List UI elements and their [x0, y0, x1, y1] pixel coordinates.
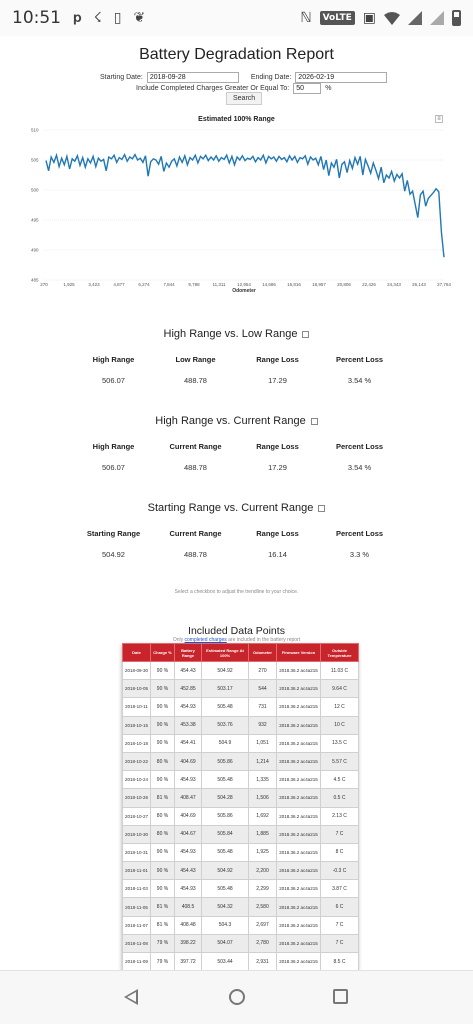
- table-cell: 2,200: [249, 862, 277, 880]
- table-cell: 8 C: [321, 843, 359, 861]
- table-cell: 270: [249, 662, 277, 680]
- table-cell: 2018.36.2 ac4a215: [277, 752, 321, 770]
- x-tick-label: 27,764: [437, 282, 451, 287]
- table-cell: 2018.36.2 ac4a215: [277, 953, 321, 971]
- table-row: [123, 953, 359, 971]
- stat-value: 17.29: [268, 463, 287, 472]
- x-tick-label: 6,274: [138, 282, 150, 287]
- table-cell: 5.57 C: [321, 752, 359, 770]
- table-cell: 81 %: [151, 898, 175, 916]
- web-page: [0, 36, 473, 970]
- table-cell: 81 %: [151, 916, 175, 934]
- table-cell: 90 %: [151, 716, 175, 734]
- table-cell: 1,214: [249, 752, 277, 770]
- notification-icons: [73, 10, 145, 26]
- table-cell: 454.41: [175, 734, 202, 752]
- start-date-input[interactable]: 2018-09-28: [147, 72, 239, 83]
- table-cell: 2018.36.2 ac4a215: [277, 825, 321, 843]
- table-cell: 12 C: [321, 698, 359, 716]
- vibrate-icon: ▣: [362, 10, 376, 26]
- range-chart: [0, 122, 473, 302]
- signal-icon: [408, 11, 422, 25]
- stat-value: 488.78: [184, 463, 207, 472]
- table-column-header: Firmware Version: [277, 644, 321, 662]
- table-cell: 2018-10-24: [123, 771, 151, 789]
- table-row: [123, 680, 359, 698]
- stat-header: Range Loss: [256, 529, 299, 538]
- table-cell: 503.17: [202, 680, 249, 698]
- stat-header: Percent Loss: [335, 529, 384, 538]
- table-cell: 408.5: [175, 898, 202, 916]
- table-cell: 1,335: [249, 771, 277, 789]
- table-cell: 1,925: [249, 843, 277, 861]
- table-cell: 2018-10-18: [123, 734, 151, 752]
- table-cell: 2018-11-08: [123, 934, 151, 952]
- y-tick-label: 500: [31, 187, 39, 193]
- stat-value: 488.78: [184, 376, 207, 385]
- table-cell: 504.07: [202, 934, 249, 952]
- table-cell: 1,885: [249, 825, 277, 843]
- table-cell: 2018-09-30: [123, 662, 151, 680]
- table-cell: 408.48: [175, 916, 202, 934]
- table-cell: 2018-11-03: [123, 880, 151, 898]
- table-cell: 1,692: [249, 807, 277, 825]
- chart-menu-icon[interactable]: ≡: [435, 115, 443, 123]
- x-tick-label: 9,788: [188, 282, 200, 287]
- table-cell: 454.43: [175, 862, 202, 880]
- table-cell: 2018.36.2 ac4a215: [277, 934, 321, 952]
- section-title: High Range vs. Low Range: [163, 328, 298, 340]
- section-high-vs-low: [0, 328, 473, 385]
- end-date-label: Ending Date:: [250, 74, 292, 81]
- table-cell: 2018-11-05: [123, 898, 151, 916]
- table-cell: 90 %: [151, 880, 175, 898]
- table-cell: 505.84: [202, 825, 249, 843]
- section-high-vs-current: [0, 415, 473, 472]
- table-cell: 2018.36.2 ac4a215: [277, 862, 321, 880]
- data-points-title: Included Data Points: [188, 625, 285, 637]
- charges-input[interactable]: 50: [293, 83, 321, 94]
- table-cell: 90 %: [151, 680, 175, 698]
- x-tick-label: 11,311: [212, 282, 226, 287]
- table-row: [123, 698, 359, 716]
- table-cell: 2018-10-15: [123, 716, 151, 734]
- table-cell: 932: [249, 716, 277, 734]
- running-icon: ☇: [93, 10, 102, 26]
- table-cell: 503.44: [202, 953, 249, 971]
- trendline-checkbox[interactable]: [302, 331, 309, 338]
- table-cell: 2018.36.2 ac4a215: [277, 734, 321, 752]
- x-tick-label: 12,954: [237, 282, 251, 287]
- table-row: [123, 916, 359, 934]
- chart-y-ticks: [31, 128, 39, 283]
- trendline-checkbox[interactable]: [318, 505, 325, 512]
- table-cell: 2,580: [249, 898, 277, 916]
- stat-value: 504.92: [102, 550, 125, 559]
- table-cell: 79 %: [151, 953, 175, 971]
- table-cell: 90 %: [151, 662, 175, 680]
- page-title: Battery Degradation Report: [139, 46, 334, 63]
- search-button[interactable]: Search: [226, 92, 262, 105]
- stat-header: Range Loss: [256, 355, 299, 364]
- stat-header: Percent Loss: [335, 355, 384, 364]
- x-tick-label: 1,925: [63, 282, 75, 287]
- table-cell: 453.38: [175, 716, 202, 734]
- x-tick-label: 22,426: [362, 282, 376, 287]
- start-date-label: Starting Date:: [100, 74, 143, 81]
- table-cell: 1,051: [249, 734, 277, 752]
- stat-header: Starting Range: [86, 529, 141, 538]
- table-row: [123, 807, 359, 825]
- table-row: [123, 771, 359, 789]
- table-cell: 3.87 C: [321, 880, 359, 898]
- table-cell: 504.3: [202, 916, 249, 934]
- stat-header: High Range: [92, 442, 135, 451]
- table-cell: 454.93: [175, 843, 202, 861]
- table-cell: 505.86: [202, 752, 249, 770]
- p-app-icon: 𝐩: [73, 10, 82, 26]
- system-icons: [300, 10, 461, 26]
- volte-badge: VoLTE: [320, 11, 355, 25]
- end-date-input[interactable]: 2026-02-19: [295, 72, 387, 83]
- table-cell: 731: [249, 698, 277, 716]
- home-icon[interactable]: [229, 989, 245, 1005]
- status-time: 10:51: [12, 8, 61, 28]
- table-row: [123, 880, 359, 898]
- table-cell: 13.5 C: [321, 734, 359, 752]
- table-cell: 90 %: [151, 698, 175, 716]
- sim-icon: ▯: [113, 10, 122, 26]
- trendline-checkbox[interactable]: [311, 418, 318, 425]
- table-cell: 10 C: [321, 716, 359, 734]
- table-cell: 404.67: [175, 825, 202, 843]
- stat-header: Current Range: [169, 529, 222, 538]
- table-row: [123, 789, 359, 807]
- table-cell: 4.5 C: [321, 771, 359, 789]
- table-cell: 2018-10-11: [123, 698, 151, 716]
- table-cell: 80 %: [151, 807, 175, 825]
- x-tick-label: 18,957: [312, 282, 326, 287]
- table-cell: 398.22: [175, 934, 202, 952]
- table-cell: 90 %: [151, 771, 175, 789]
- table-cell: 504.9: [202, 734, 249, 752]
- stat-value: 3.54 %: [347, 463, 372, 472]
- table-cell: 454.43: [175, 662, 202, 680]
- table-row: [123, 662, 359, 680]
- table-column-header: Odometer: [249, 644, 277, 662]
- charges-unit: %: [325, 85, 332, 92]
- x-tick-label: 4,877: [113, 282, 125, 287]
- x-tick-label: 270: [40, 282, 48, 287]
- table-cell: 2018.36.2 ac4a215: [277, 916, 321, 934]
- twitter-icon: ❦: [133, 10, 146, 26]
- table-cell: 2018-10-30: [123, 825, 151, 843]
- subtitle-prefix: Only: [172, 637, 184, 643]
- table-cell: 503.76: [202, 716, 249, 734]
- table-cell: 2018.36.2 ac4a215: [277, 771, 321, 789]
- table-row: [123, 898, 359, 916]
- table-cell: 2018-11-09: [123, 953, 151, 971]
- chart-x-ticks: [40, 282, 451, 287]
- y-tick-label: 510: [31, 127, 39, 133]
- recents-icon[interactable]: [333, 989, 348, 1004]
- x-tick-label: 14,686: [262, 282, 276, 287]
- table-header-row: [123, 644, 359, 662]
- stat-header: Current Range: [169, 442, 222, 451]
- x-tick-label: 3,423: [88, 282, 100, 287]
- table-cell: 2018-11-07: [123, 916, 151, 934]
- table-cell: 454.93: [175, 771, 202, 789]
- table-cell: 454.93: [175, 880, 202, 898]
- table-cell: 505.48: [202, 771, 249, 789]
- chart-x-label: Odometer: [232, 288, 256, 294]
- date-range-row: [100, 72, 387, 83]
- stat-header: Percent Loss: [335, 442, 384, 451]
- table-cell: 2018-10-26: [123, 789, 151, 807]
- section-title: Starting Range vs. Current Range: [147, 502, 314, 514]
- table-cell: 505.48: [202, 843, 249, 861]
- table-cell: 2018.36.2 ac4a215: [277, 880, 321, 898]
- table-cell: 397.72: [175, 953, 202, 971]
- table-row: [123, 843, 359, 861]
- table-cell: 8.5 C: [321, 953, 359, 971]
- table-cell: 2018.36.2 ac4a215: [277, 898, 321, 916]
- navigation-bar: [0, 970, 473, 1024]
- x-tick-label: 24,343: [387, 282, 401, 287]
- table-cell: 90 %: [151, 734, 175, 752]
- table-cell: 404.69: [175, 752, 202, 770]
- table-cell: 2018-10-22: [123, 752, 151, 770]
- completed-charges-link[interactable]: completed charges: [184, 637, 227, 643]
- table-cell: 7 C: [321, 825, 359, 843]
- y-tick-label: 495: [31, 217, 39, 223]
- table-cell: 2,780: [249, 934, 277, 952]
- table-cell: 2018.36.2 ac4a215: [277, 680, 321, 698]
- stat-value: 488.78: [184, 550, 207, 559]
- table-cell: 2018-10-05: [123, 680, 151, 698]
- table-body: [123, 662, 359, 971]
- battery-icon: [452, 10, 461, 26]
- x-tick-label: 7,844: [163, 282, 175, 287]
- table-cell: 2,299: [249, 880, 277, 898]
- table-column-header: Estimated Range At 100%: [202, 644, 249, 662]
- signal-2-icon: [430, 11, 444, 25]
- table-cell: 7 C: [321, 934, 359, 952]
- table-cell: 505.48: [202, 698, 249, 716]
- table-cell: 454.93: [175, 698, 202, 716]
- table-cell: 0.5 C: [321, 789, 359, 807]
- table-cell: 404.69: [175, 807, 202, 825]
- stat-header: Low Range: [175, 355, 216, 364]
- status-bar: [0, 0, 473, 36]
- table-cell: 90 %: [151, 843, 175, 861]
- subtitle-suffix: are included in the battery report: [228, 637, 301, 643]
- table-row: [123, 752, 359, 770]
- table-cell: 504.92: [202, 662, 249, 680]
- section-starting-vs-current: [0, 502, 473, 559]
- table-cell: 2018-10-27: [123, 807, 151, 825]
- table-cell: 81 %: [151, 789, 175, 807]
- table-column-header: Battery Range: [175, 644, 202, 662]
- table-cell: 2018.36.2 ac4a215: [277, 789, 321, 807]
- table-cell: 504.32: [202, 898, 249, 916]
- chart-series-line: [46, 155, 444, 258]
- table-cell: 544: [249, 680, 277, 698]
- table-cell: 2.13 C: [321, 807, 359, 825]
- stat-header: Range Loss: [256, 442, 299, 451]
- stat-value: 16.14: [268, 550, 287, 559]
- table-cell: 80 %: [151, 825, 175, 843]
- chart-grid: [44, 130, 444, 280]
- table-cell: 80 %: [151, 752, 175, 770]
- back-icon[interactable]: [124, 989, 138, 1005]
- chart-title: Estimated 100% Range: [198, 116, 275, 123]
- stat-value: 17.29: [268, 376, 287, 385]
- table-cell: 2018.36.2 ac4a215: [277, 843, 321, 861]
- table-cell: 2018.36.2 ac4a215: [277, 716, 321, 734]
- section-title: High Range vs. Current Range: [155, 415, 306, 427]
- table-row: [123, 934, 359, 952]
- charges-label: Include Completed Charges Greater Or Equal To:: [136, 85, 290, 92]
- table-cell: 7 C: [321, 916, 359, 934]
- table-cell: 408.47: [175, 789, 202, 807]
- table-cell: 504.28: [202, 789, 249, 807]
- table-cell: 2018-10-31: [123, 843, 151, 861]
- table-cell: 6 C: [321, 898, 359, 916]
- y-tick-label: 485: [31, 277, 39, 283]
- table-column-header: Outside Temperature: [321, 644, 359, 662]
- stat-value: 506.07: [102, 376, 125, 385]
- y-tick-label: 505: [31, 157, 39, 163]
- table-cell: 1,506: [249, 789, 277, 807]
- table-cell: 79 %: [151, 934, 175, 952]
- table-cell: 2018-11-01: [123, 862, 151, 880]
- table-column-header: Date: [123, 644, 151, 662]
- stat-value: 506.07: [102, 463, 125, 472]
- table-cell: -0.3 C: [321, 862, 359, 880]
- y-tick-label: 490: [31, 247, 39, 253]
- table-column-header: Charge %: [151, 644, 175, 662]
- x-tick-label: 26,143: [412, 282, 426, 287]
- x-tick-label: 20,806: [337, 282, 351, 287]
- table-cell: 2018.36.2 ac4a215: [277, 662, 321, 680]
- stat-value: 3.54 %: [347, 376, 372, 385]
- table-cell: 9.64 C: [321, 680, 359, 698]
- stat-header: High Range: [92, 355, 135, 364]
- table-cell: 452.85: [175, 680, 202, 698]
- table-cell: 505.48: [202, 880, 249, 898]
- table-row: [123, 862, 359, 880]
- x-tick-label: 16,816: [287, 282, 301, 287]
- table-row: [123, 734, 359, 752]
- table-cell: 2018.36.2 ac4a215: [277, 698, 321, 716]
- table-row: [123, 716, 359, 734]
- table-cell: 2,931: [249, 953, 277, 971]
- table-row: [123, 825, 359, 843]
- table-cell: 11.03 C: [321, 662, 359, 680]
- stat-value: 3.3 %: [349, 550, 370, 559]
- wifi-icon: [384, 11, 400, 25]
- table-cell: 505.86: [202, 807, 249, 825]
- table-cell: 2,697: [249, 916, 277, 934]
- nfc-icon: ℕ: [300, 10, 312, 26]
- table-cell: 90 %: [151, 862, 175, 880]
- trendline-hint: Select a checkbox to adjust the trendline to your choice.: [174, 589, 299, 595]
- table-cell: 2018.36.2 ac4a215: [277, 807, 321, 825]
- data-points-table: [122, 643, 358, 970]
- table-cell: 504.92: [202, 862, 249, 880]
